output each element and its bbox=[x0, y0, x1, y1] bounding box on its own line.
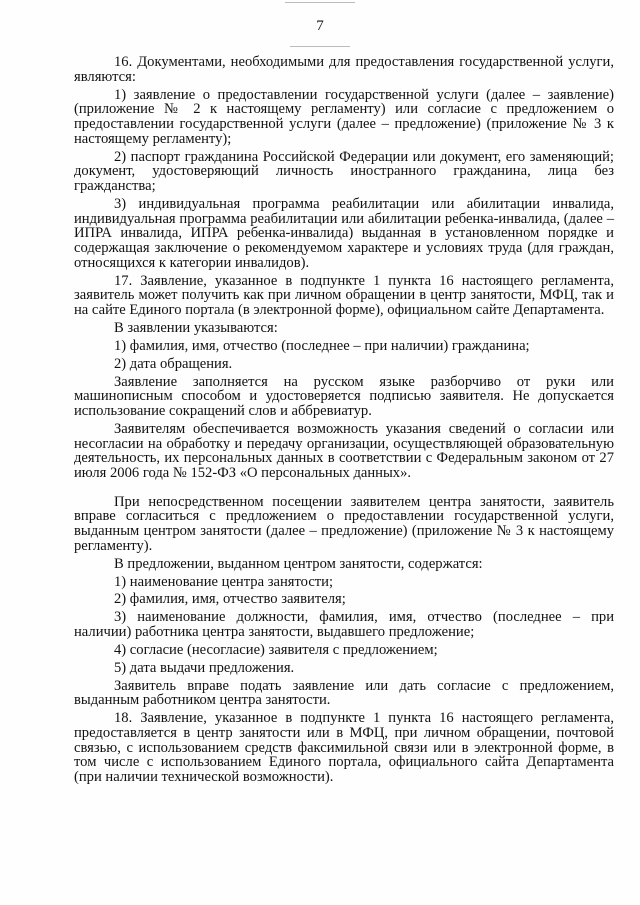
document-body bbox=[74, 55, 614, 788]
paragraph: 5) дата выдачи предложения. bbox=[114, 659, 295, 676]
paragraph: 1) фамилия, имя, отчество (последнее – при наличии) гражданина; bbox=[114, 337, 530, 354]
paragraph: 16. Документами, необходимыми для предоставления государственной услуги, являются: bbox=[74, 54, 614, 85]
paragraph: 3) наименование должности, фамилия, имя, отчество (последнее – при наличии) работника центра занятости, выдавшего предложение; bbox=[74, 609, 614, 641]
paragraph: 4) согласие (несогласие) заявителя с предложением; bbox=[114, 641, 438, 658]
paragraph: Заявителям обеспечивается возможность указания сведений о согласии или несогласии на обработку и передачу организации, осуществляющей образовательную деятельность, их персональных данных в соответствии с Федеральным законом от 27 июля 2006 года № 152-ФЗ «О персональных данных». bbox=[74, 420, 614, 481]
scan-artifact bbox=[285, 2, 355, 3]
page-number: 7 bbox=[316, 18, 324, 34]
paragraph: Заявление заполняется на русском языке разборчиво от руки или машинописным способом и удостоверяется подписью заявителя. Не допускается использование сокращений слов и аббревиатур. bbox=[74, 373, 614, 419]
paragraph: 3) индивидуальная программа реабилитации или абилитации инвалида, индивидуальная программа реабилитации или абилитации ребенка-инвалида, (далее – ИПРА инвалида, ИПРА ребенка-инвалида) выданная в установленном порядке и содержащая заключение о рекомендуемом характере и условиях труда (для граждан, относящихся к категории инвалидов). bbox=[74, 195, 614, 271]
paragraph: В предложении, выданном центром занятости, содержатся: bbox=[114, 555, 483, 572]
paragraph: 2) фамилия, имя, отчество заявителя; bbox=[114, 591, 346, 608]
paragraph: 1) наименование центра занятости; bbox=[114, 573, 334, 590]
paragraph: В заявлении указываются: bbox=[114, 319, 278, 336]
paragraph: 18. Заявление, указанное в подпункте 1 пункта 16 настоящего регламента, предоставляется в центр занятости или в МФЦ, при личном обращении, почтовой связью, с использованием средств факсимильной связи или в электронной форме, в том числе с использованием Единого портала, официального сайта Департамента (при наличии технической возможности). bbox=[74, 710, 614, 786]
paragraph: 17. Заявление, указанное в подпункте 1 пункта 16 настоящего регламента, заявитель может получить как при личном обращении в центр занятости, МФЦ, так и на сайте Единого портала (в электронной форме), официальном сайте Департамента. bbox=[74, 272, 614, 318]
scan-artifact bbox=[290, 46, 350, 47]
paragraph: 2) паспорт гражданина Российской Федерации или документ, его заменяющий; документ, удостоверяющий личность иностранного гражданина, лица без гражданства; bbox=[74, 148, 614, 194]
paragraph: 1) заявление о предоставлении государственной услуги (далее – заявление) (приложение № 2 к настоящему регламенту) или согласие с предложением о предоставлении государственной услуги (далее – предложение) (приложение № 3 к настоящему регламенту); bbox=[74, 86, 614, 147]
paragraph: 2) дата обращения. bbox=[114, 355, 233, 372]
paragraph: Заявитель вправе подать заявление или дать согласие с предложением, выданным работником центра занятости. bbox=[74, 677, 614, 709]
paragraph: При непосредственном посещении заявителем центра занятости, заявитель вправе согласиться с предложением о предоставлении государственной услуги, выданным центром занятости (далее – предложение) (приложение № 3 к настоящему регламенту). bbox=[74, 493, 614, 554]
